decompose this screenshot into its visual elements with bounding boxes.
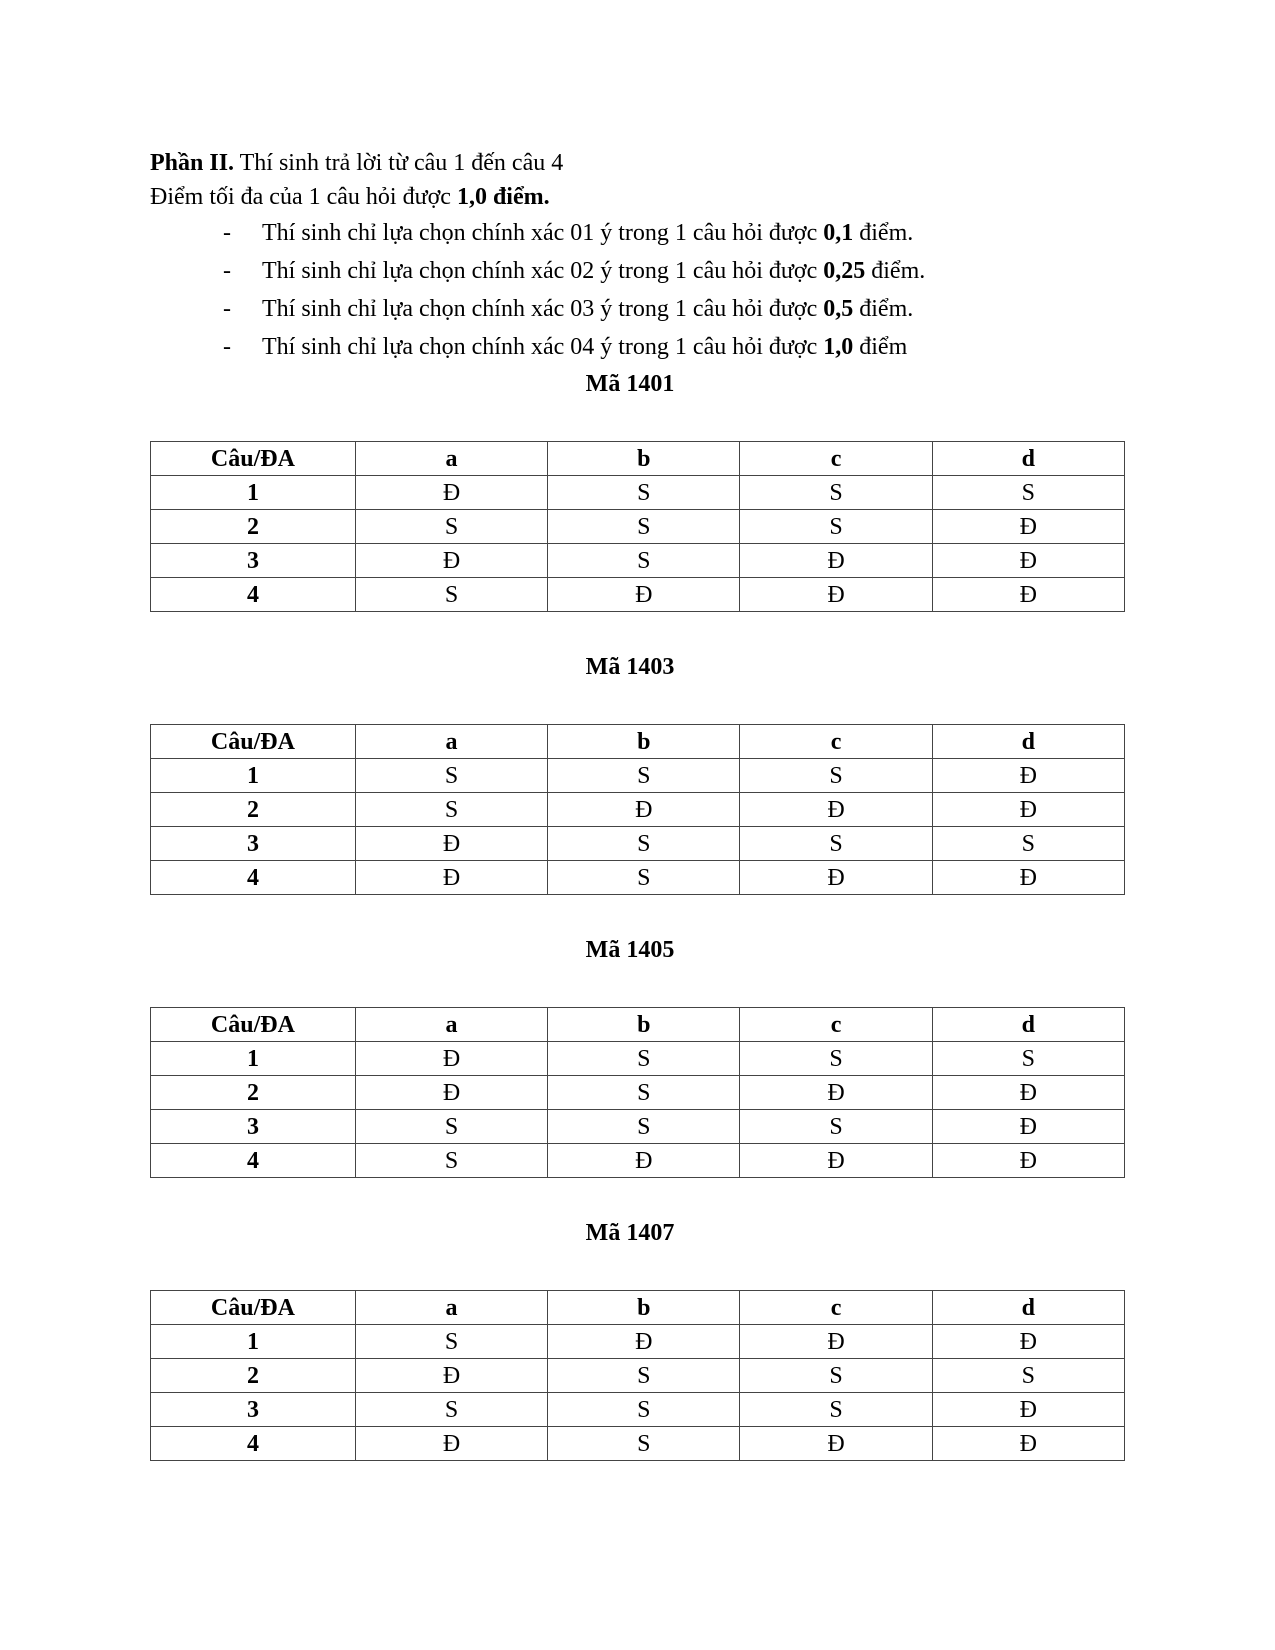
column-header: b — [548, 1008, 740, 1042]
table-row — [151, 1325, 1125, 1359]
answer-cell-c: S — [740, 510, 932, 544]
table-row — [151, 1144, 1125, 1178]
table-row — [151, 1393, 1125, 1427]
scoring-rule — [150, 328, 1123, 366]
answer-cell-c: S — [740, 827, 932, 861]
answer-cell-a: Đ — [355, 476, 547, 510]
table-header-row — [151, 725, 1125, 759]
answer-cell-b: S — [548, 1110, 740, 1144]
answer-cell-a: S — [355, 793, 547, 827]
answer-cell-c: Đ — [740, 1427, 932, 1461]
answer-cell-d: S — [932, 476, 1124, 510]
answer-cell-b: Đ — [548, 1325, 740, 1359]
spacer — [150, 1250, 1123, 1290]
scoring-rule — [150, 214, 1123, 252]
max-score-line — [150, 180, 1123, 214]
rule-suffix: điểm. — [853, 296, 914, 322]
column-header: Câu/ĐA — [151, 1291, 356, 1325]
answer-cell-c: S — [740, 1042, 932, 1076]
answer-key-table — [150, 1007, 1125, 1178]
question-number: 2 — [151, 1076, 356, 1110]
answer-cell-b: Đ — [548, 793, 740, 827]
scoring-rule — [150, 290, 1123, 328]
answer-cell-d: Đ — [932, 578, 1124, 612]
answer-cell-d: Đ — [932, 1393, 1124, 1427]
answer-cell-d: Đ — [932, 1325, 1124, 1359]
question-number: 3 — [151, 1110, 356, 1144]
answer-cell-c: Đ — [740, 861, 932, 895]
answer-cell-a: S — [355, 1393, 547, 1427]
part-heading — [150, 146, 1123, 180]
answer-cell-b: S — [548, 861, 740, 895]
column-header: b — [548, 1291, 740, 1325]
answer-cell-a: Đ — [355, 1359, 547, 1393]
question-number: 2 — [151, 1359, 356, 1393]
table-row — [151, 793, 1125, 827]
table-row — [151, 1359, 1125, 1393]
table-header-row — [151, 1008, 1125, 1042]
question-number: 1 — [151, 476, 356, 510]
rule-text: Thí sinh chỉ lựa chọn chính xác 04 ý trong 1 câu hỏi được — [262, 334, 824, 360]
scoring-rule — [150, 252, 1123, 290]
answer-cell-a: Đ — [355, 1042, 547, 1076]
column-header: a — [355, 725, 547, 759]
answer-cell-a: Đ — [355, 827, 547, 861]
spacer — [150, 895, 1123, 933]
spacer — [150, 401, 1123, 441]
answer-cell-d: Đ — [932, 1076, 1124, 1110]
question-number: 1 — [151, 759, 356, 793]
rule-dash: - — [223, 220, 231, 246]
question-number: 3 — [151, 1393, 356, 1427]
column-header: a — [355, 442, 547, 476]
code-title: Mã 1405 — [585, 937, 675, 963]
answer-cell-b: S — [548, 1393, 740, 1427]
column-header: Câu/ĐA — [151, 442, 356, 476]
rule-text: Thí sinh chỉ lựa chọn chính xác 03 ý trong 1 câu hỏi được — [262, 296, 824, 322]
answer-cell-c: S — [740, 1393, 932, 1427]
rule-value: 1,0 — [823, 334, 854, 360]
answer-cell-c: S — [740, 1359, 932, 1393]
column-header: Câu/ĐA — [151, 1008, 356, 1042]
question-number: 4 — [151, 578, 356, 612]
answer-cell-a: S — [355, 1110, 547, 1144]
answer-cell-b: S — [548, 759, 740, 793]
answer-keys — [150, 367, 1123, 1461]
rule-suffix: điểm. — [853, 220, 914, 246]
answer-cell-b: Đ — [548, 1144, 740, 1178]
answer-cell-d: Đ — [932, 759, 1124, 793]
column-header: a — [355, 1291, 547, 1325]
column-header: b — [548, 725, 740, 759]
table-row — [151, 1110, 1125, 1144]
code-title: Mã 1403 — [585, 654, 675, 680]
code-title: Mã 1401 — [585, 371, 675, 397]
answer-cell-d: Đ — [932, 544, 1124, 578]
table-row — [151, 544, 1125, 578]
table-row — [151, 510, 1125, 544]
answer-cell-d: Đ — [932, 510, 1124, 544]
column-header: d — [932, 1008, 1124, 1042]
answer-cell-b: Đ — [548, 578, 740, 612]
answer-cell-b: S — [548, 544, 740, 578]
answer-cell-a: S — [355, 1325, 547, 1359]
rule-dash: - — [223, 258, 231, 284]
answer-cell-d: Đ — [932, 861, 1124, 895]
rule-dash: - — [223, 296, 231, 322]
answer-cell-c: Đ — [740, 1144, 932, 1178]
spacer — [150, 684, 1123, 724]
answer-cell-c: Đ — [740, 578, 932, 612]
rule-value: 0,25 — [823, 258, 866, 284]
document-page — [150, 146, 1123, 1461]
column-header: d — [932, 442, 1124, 476]
answer-cell-b: S — [548, 1076, 740, 1110]
question-number: 3 — [151, 827, 356, 861]
answer-key-table — [150, 1290, 1125, 1461]
column-header: Câu/ĐA — [151, 725, 356, 759]
scoring-rules-list — [150, 214, 1123, 366]
answer-cell-c: Đ — [740, 544, 932, 578]
question-number: 4 — [151, 1427, 356, 1461]
spacer — [150, 967, 1123, 1007]
table-row — [151, 1427, 1125, 1461]
table-row — [151, 476, 1125, 510]
table-header-row — [151, 1291, 1125, 1325]
column-header: d — [932, 725, 1124, 759]
answer-key-table — [150, 724, 1125, 895]
answer-cell-c: S — [740, 759, 932, 793]
rule-value: 0,1 — [823, 220, 854, 246]
table-row — [151, 578, 1125, 612]
answer-cell-c: S — [740, 1110, 932, 1144]
question-number: 4 — [151, 861, 356, 895]
column-header: c — [740, 442, 932, 476]
spacer — [150, 612, 1123, 650]
answer-cell-b: S — [548, 476, 740, 510]
answer-cell-a: S — [355, 1144, 547, 1178]
column-header: c — [740, 1291, 932, 1325]
answer-cell-a: Đ — [355, 544, 547, 578]
answer-cell-a: S — [355, 510, 547, 544]
column-header: a — [355, 1008, 547, 1042]
table-header-row — [151, 442, 1125, 476]
answer-key-table — [150, 441, 1125, 612]
table-row — [151, 1076, 1125, 1110]
answer-cell-d: S — [932, 827, 1124, 861]
column-header: d — [932, 1291, 1124, 1325]
question-number: 3 — [151, 544, 356, 578]
rule-suffix: điểm. — [865, 258, 926, 284]
rule-text: Thí sinh chỉ lựa chọn chính xác 01 ý trong 1 câu hỏi được — [262, 220, 824, 246]
max-score-value: 1,0 điểm. — [456, 184, 550, 210]
answer-cell-d: Đ — [932, 1144, 1124, 1178]
question-number: 1 — [151, 1042, 356, 1076]
answer-cell-d: S — [932, 1042, 1124, 1076]
rule-text: Thí sinh chỉ lựa chọn chính xác 02 ý trong 1 câu hỏi được — [262, 258, 824, 284]
question-number: 2 — [151, 510, 356, 544]
answer-cell-c: Đ — [740, 793, 932, 827]
spacer — [150, 1178, 1123, 1216]
part-label: Phần II. — [150, 150, 235, 176]
question-number: 1 — [151, 1325, 356, 1359]
rule-dash: - — [223, 334, 231, 360]
rule-suffix: điểm — [853, 334, 908, 360]
table-row — [151, 827, 1125, 861]
answer-cell-b: S — [548, 1359, 740, 1393]
answer-cell-c: S — [740, 476, 932, 510]
answer-cell-c: Đ — [740, 1325, 932, 1359]
answer-cell-b: S — [548, 1042, 740, 1076]
question-number: 2 — [151, 793, 356, 827]
answer-cell-b: S — [548, 510, 740, 544]
table-row — [151, 861, 1125, 895]
answer-cell-b: S — [548, 827, 740, 861]
column-header: c — [740, 1008, 932, 1042]
answer-cell-d: S — [932, 1359, 1124, 1393]
rule-value: 0,5 — [823, 296, 854, 322]
answer-cell-d: Đ — [932, 1110, 1124, 1144]
table-row — [151, 1042, 1125, 1076]
answer-cell-a: Đ — [355, 1427, 547, 1461]
table-row — [151, 759, 1125, 793]
answer-cell-c: Đ — [740, 1076, 932, 1110]
answer-cell-a: S — [355, 759, 547, 793]
answer-cell-d: Đ — [932, 1427, 1124, 1461]
max-score-text: Điểm tối đa của 1 câu hỏi được — [150, 184, 457, 210]
answer-cell-b: S — [548, 1427, 740, 1461]
code-title: Mã 1407 — [585, 1220, 675, 1246]
answer-cell-a: S — [355, 578, 547, 612]
answer-cell-a: Đ — [355, 861, 547, 895]
answer-cell-a: Đ — [355, 1076, 547, 1110]
question-number: 4 — [151, 1144, 356, 1178]
part-text: Thí sinh trả lời từ câu 1 đến câu 4 — [234, 150, 564, 176]
column-header: b — [548, 442, 740, 476]
answer-cell-d: Đ — [932, 793, 1124, 827]
column-header: c — [740, 725, 932, 759]
